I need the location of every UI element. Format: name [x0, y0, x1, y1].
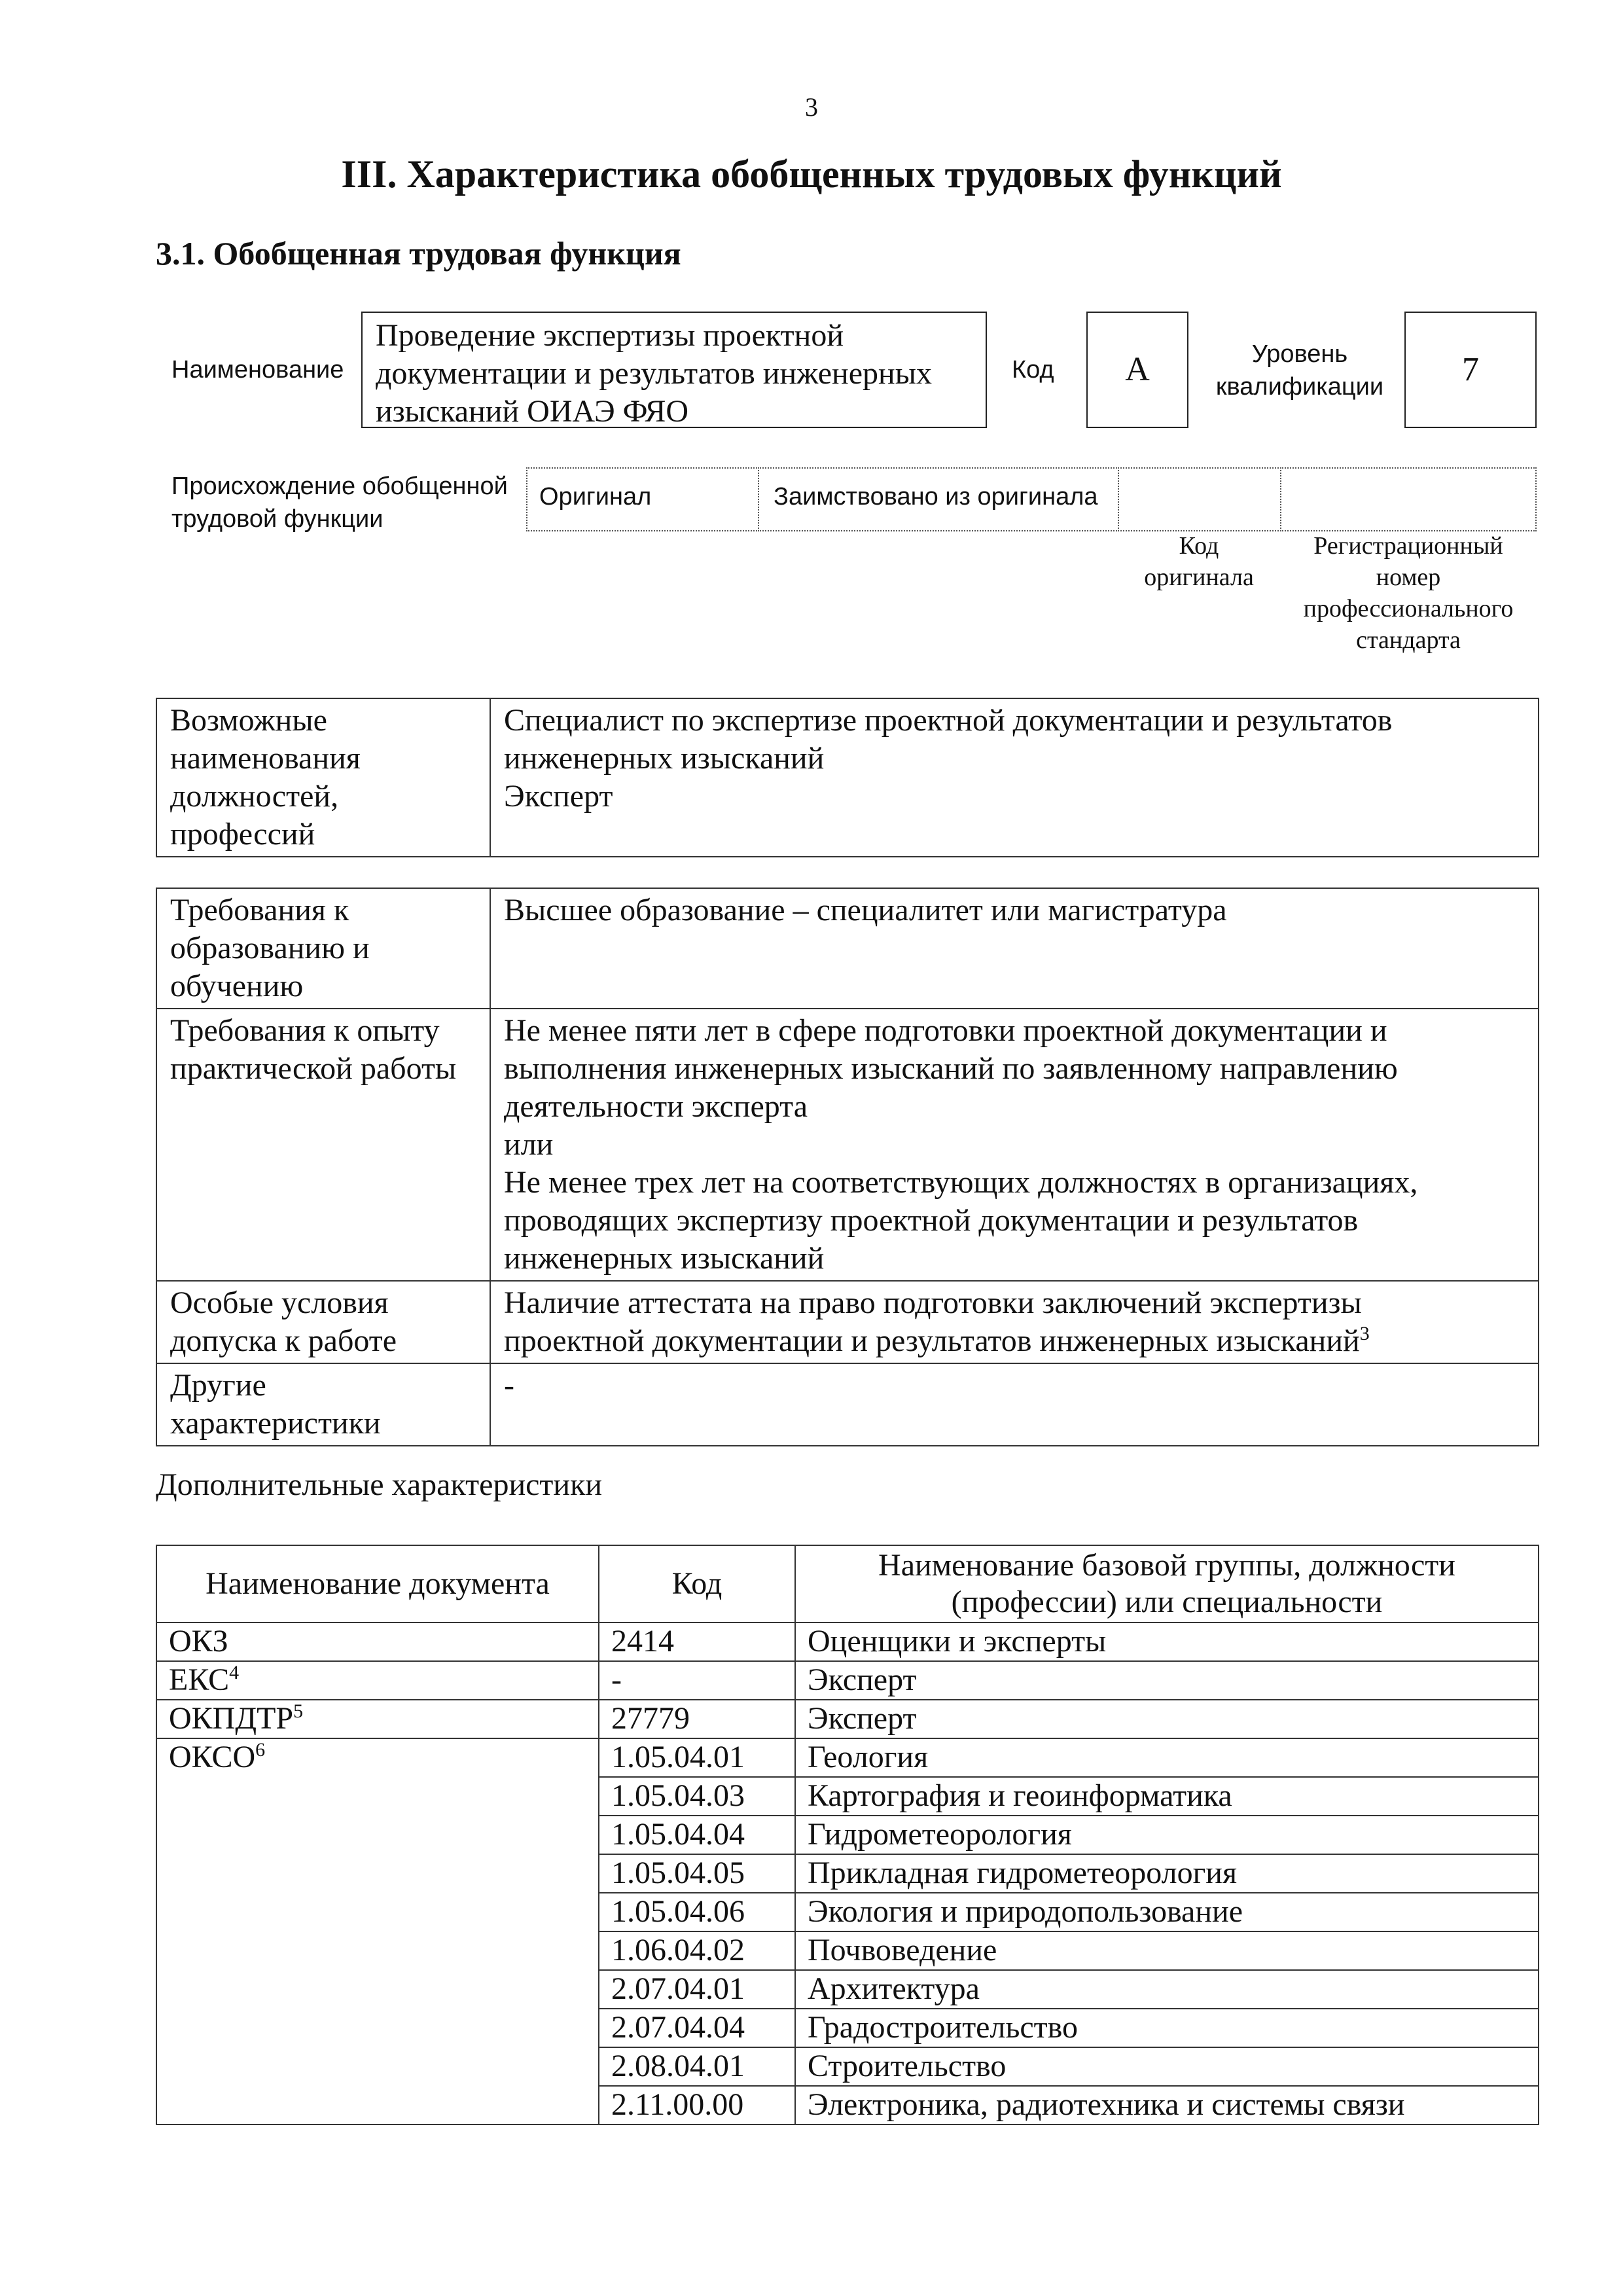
code-cell: 1.05.04.03 [599, 1777, 795, 1816]
subsection-title: 3.1. Обобщенная трудовая функция [156, 235, 681, 272]
name-label: Наименование [171, 356, 344, 384]
doc-name: ОКПДТР [169, 1701, 294, 1736]
label-line: Особые условия [170, 1285, 389, 1320]
requirement-value-cell [490, 888, 1539, 1009]
label-line: образованию и [170, 931, 370, 965]
function-name-box [361, 312, 987, 428]
doc-cell [156, 2047, 599, 2086]
page-number: 3 [805, 92, 818, 122]
label-line: Другие [170, 1368, 266, 1403]
specialty-cell: Электроника, радиотехника и системы связи [795, 2086, 1539, 2125]
code-cell: 2.07.04.04 [599, 2009, 795, 2047]
doc-cell [156, 1738, 599, 1777]
origin-code-cell [1118, 467, 1281, 531]
doc-name: ЕКС [169, 1662, 230, 1697]
origin-original: Оригинал [526, 467, 759, 531]
specialty-cell: Архитектура [795, 1970, 1539, 2009]
label-line: Требования к [170, 893, 349, 927]
doc-cell [156, 1970, 599, 2009]
requirement-value-cell [490, 1281, 1539, 1363]
specialty-cell: Геология [795, 1738, 1539, 1777]
code-value: А [1086, 312, 1188, 428]
doc-cell [156, 1777, 599, 1816]
header-code: Код [599, 1545, 795, 1623]
level-value: 7 [1404, 312, 1537, 428]
caption-line: Код [1179, 532, 1219, 560]
requirement-label-cell [156, 1281, 490, 1363]
table-row [156, 1816, 1539, 1854]
label-line: допуска к работе [170, 1323, 397, 1358]
label-line: профессий [170, 817, 315, 852]
table-row [156, 1777, 1539, 1816]
code-cell: 2414 [599, 1623, 795, 1661]
doc-cell [156, 1931, 599, 1970]
value-line: Наличие аттестата на право подготовки заключений экспертизы [504, 1285, 1362, 1320]
doc-cell [156, 1854, 599, 1893]
label-line: практической работы [170, 1051, 457, 1086]
table-row [156, 1738, 1539, 1777]
requirement-label-cell [156, 888, 490, 1009]
footnote-mark: 6 [255, 1739, 266, 1761]
code-cell: 2.08.04.01 [599, 2047, 795, 2086]
header-name-line: (профессии) или специальности [951, 1585, 1383, 1619]
header-doc: Наименование документа [156, 1545, 599, 1623]
requirement-label-cell [156, 1009, 490, 1281]
label-line: характеристики [170, 1406, 381, 1441]
code-cell: 2.07.04.01 [599, 1970, 795, 2009]
table-row [156, 698, 1539, 857]
header-name [795, 1545, 1539, 1623]
doc-cell [156, 2086, 599, 2125]
specialty-cell: Эксперт [795, 1661, 1539, 1700]
label-line: обучению [170, 969, 304, 1003]
doc-name: ОКЗ [169, 1624, 228, 1659]
label-line: наименования [170, 741, 361, 776]
doc-cell [156, 1816, 599, 1854]
table-row [156, 1623, 1539, 1661]
level-label [1202, 338, 1398, 403]
table-row [156, 1363, 1539, 1446]
origin-reg-cell [1280, 467, 1537, 531]
specialty-cell: Эксперт [795, 1700, 1539, 1738]
value-line: проводящих экспертизу проектной документации и результатов [504, 1203, 1359, 1238]
function-name-line: Проведение экспертизы проектной [376, 318, 844, 353]
value-line: Не менее пяти лет в сфере подготовки проектной документации и [504, 1013, 1387, 1048]
caption-line: номер [1376, 564, 1441, 591]
value-line: Высшее образование – специалитет или магистратура [504, 893, 1227, 927]
footnote-mark: 4 [229, 1662, 240, 1683]
footnote-mark: 5 [293, 1700, 304, 1722]
value-line: инженерных изысканий [504, 741, 825, 776]
table-row [156, 888, 1539, 1009]
table-row [156, 1281, 1539, 1363]
code-label: Код [1012, 356, 1054, 384]
requirements-table [156, 888, 1539, 1446]
caption-line: оригинала [1144, 564, 1254, 591]
code-cell: 27779 [599, 1700, 795, 1738]
table-row [156, 1970, 1539, 2009]
table-row [156, 1893, 1539, 1931]
table-row [156, 1661, 1539, 1700]
table-row [156, 1854, 1539, 1893]
value-line: Специалист по экспертизе проектной документации и результатов [504, 703, 1393, 738]
code-cell: - [599, 1661, 795, 1700]
label-line: Возможные [170, 703, 327, 738]
table-row [156, 2086, 1539, 2125]
table-row [156, 1700, 1539, 1738]
footnote-mark: 3 [1359, 1323, 1370, 1344]
positions-label-cell [156, 698, 490, 857]
value-line: Не менее трех лет на соответствующих должностях в организациях, [504, 1165, 1418, 1200]
value-line: - [504, 1368, 514, 1403]
value-line: Эксперт [504, 779, 613, 814]
value-line: деятельности эксперта [504, 1089, 808, 1124]
value-line: инженерных изысканий [504, 1241, 825, 1276]
positions-value-cell [490, 698, 1539, 857]
level-label-line: квалификации [1215, 373, 1384, 401]
doc-cell [156, 2009, 599, 2047]
additional-table [156, 1545, 1539, 2125]
code-cell: 1.06.04.02 [599, 1931, 795, 1970]
table-row [156, 1009, 1539, 1281]
origin-label-line: Происхождение обобщенной [171, 473, 508, 500]
header-name-line: Наименование базовой группы, должности [878, 1548, 1455, 1583]
specialty-cell: Градостроительство [795, 2009, 1539, 2047]
caption-line: профессионального [1303, 595, 1514, 622]
function-name-line: изысканий ОИАЭ ФЯО [376, 394, 689, 429]
origin-borrowed: Заимствовано из оригинала [758, 467, 1119, 531]
specialty-cell: Экология и природопользование [795, 1893, 1539, 1931]
caption-line: стандарта [1356, 626, 1461, 654]
table-row [156, 1931, 1539, 1970]
additional-title: Дополнительные характеристики [156, 1467, 603, 1502]
code-cell: 1.05.04.01 [599, 1738, 795, 1777]
function-name-line: документации и результатов инженерных [376, 356, 932, 391]
requirement-label-cell [156, 1363, 490, 1446]
table-header-row [156, 1545, 1539, 1623]
doc-cell [156, 1623, 599, 1661]
section-title: III. Характеристика обобщенных трудовых функций [341, 152, 1282, 196]
specialty-cell: Гидрометеорология [795, 1816, 1539, 1854]
doc-name: ОКСО [169, 1740, 256, 1774]
caption-line: Регистрационный [1313, 532, 1503, 560]
doc-cell [156, 1700, 599, 1738]
specialty-cell: Строительство [795, 2047, 1539, 2086]
code-cell: 2.11.00.00 [599, 2086, 795, 2125]
code-cell: 1.05.04.06 [599, 1893, 795, 1931]
value-text: проектной документации и результатов инженерных изысканий [504, 1323, 1360, 1358]
code-cell: 1.05.04.04 [599, 1816, 795, 1854]
code-original-caption [1113, 530, 1285, 593]
specialty-cell: Оценщики и эксперты [795, 1623, 1539, 1661]
level-label-line: Уровень [1251, 340, 1348, 368]
label-line: должностей, [170, 779, 339, 814]
requirement-value-cell [490, 1009, 1539, 1281]
table-row [156, 2009, 1539, 2047]
value-line: или [504, 1127, 554, 1162]
code-cell: 1.05.04.05 [599, 1854, 795, 1893]
table-row [156, 2047, 1539, 2086]
value-line: выполнения инженерных изысканий по заявленному направлению [504, 1051, 1398, 1086]
doc-cell [156, 1661, 599, 1700]
requirement-value-cell [490, 1363, 1539, 1446]
positions-table [156, 698, 1539, 857]
origin-label-line: трудовой функции [171, 505, 383, 533]
doc-cell [156, 1893, 599, 1931]
origin-label [171, 470, 508, 535]
specialty-cell: Картография и геоинформатика [795, 1777, 1539, 1816]
specialty-cell: Прикладная гидрометеорология [795, 1854, 1539, 1893]
value-line [504, 1322, 1525, 1360]
reg-number-caption [1280, 530, 1537, 656]
specialty-cell: Почвоведение [795, 1931, 1539, 1970]
label-line: Требования к опыту [170, 1013, 440, 1048]
